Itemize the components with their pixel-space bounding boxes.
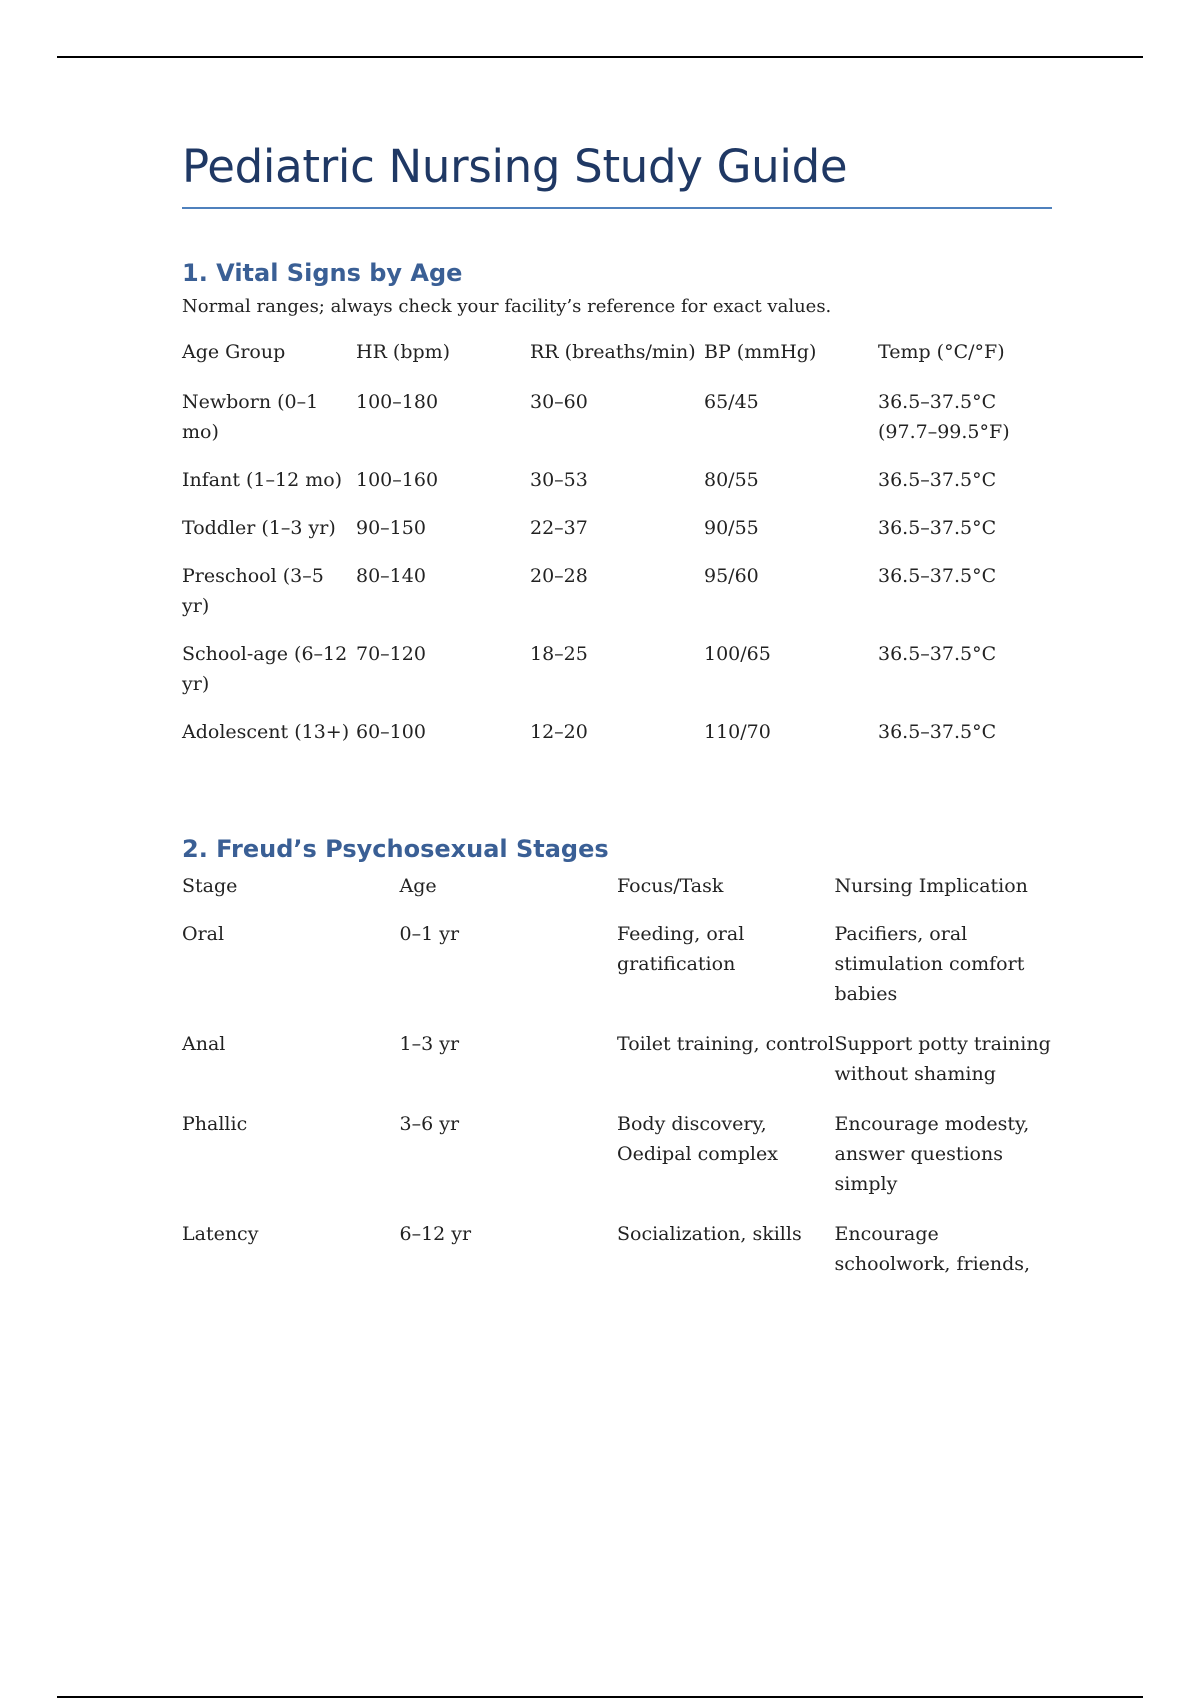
table-cell: School-age (6–12 yr) <box>182 643 348 695</box>
table-cell: 20–28 <box>530 565 588 587</box>
document-title: Pediatric Nursing Study Guide <box>182 140 1052 209</box>
table-cell: 0–1 yr <box>399 923 460 945</box>
table-row <box>182 1029 1052 1109</box>
table-cell: Encourage modesty, answer questions simply <box>834 1113 1030 1195</box>
table-cell: Newborn (0–1 mo) <box>182 391 319 443</box>
table-cell: Anal <box>182 1033 226 1055</box>
table-cell: 100/65 <box>704 643 771 665</box>
page-top-rule <box>57 56 1143 58</box>
table-row <box>182 561 1052 639</box>
table-row <box>182 387 1052 465</box>
section-heading-vital-signs: 1. Vital Signs by Age <box>182 259 463 287</box>
table-cell: 36.5–37.5°C <box>878 643 997 665</box>
table-cell: 110/70 <box>704 721 771 743</box>
psychosexual-stages-table <box>182 871 1052 1299</box>
table-cell: Support potty training without shaming <box>834 1033 1051 1085</box>
column-header: Age Group <box>182 341 286 363</box>
table-cell: 30–60 <box>530 391 588 413</box>
table-cell: 90/55 <box>704 517 759 539</box>
table-cell: 6–12 yr <box>399 1223 472 1245</box>
table-cell: Phallic <box>182 1113 248 1135</box>
table-cell: 95/60 <box>704 565 759 587</box>
table-cell: 36.5–37.5°C <box>878 517 997 539</box>
table-cell: Body discovery, Oedipal complex <box>617 1113 778 1165</box>
table-cell: Latency <box>182 1223 259 1245</box>
column-header: Nursing Implication <box>834 875 1028 897</box>
table-cell: Infant (1–12 mo) <box>182 469 343 491</box>
table-row <box>182 639 1052 717</box>
table-cell: Oral <box>182 923 225 945</box>
table-cell: Adolescent (13+) <box>182 721 350 743</box>
section-heading-psychosexual-stages: 2. Freud’s Psychosexual Stages <box>182 835 609 863</box>
table-row <box>182 919 1052 1029</box>
table-cell: 80/55 <box>704 469 759 491</box>
vital-signs-table <box>182 337 1052 765</box>
column-header: Temp (°C/°F) <box>878 341 1005 363</box>
table-cell: 100–180 <box>356 391 439 413</box>
table-cell: 60–100 <box>356 721 426 743</box>
table-cell: Socialization, skills <box>617 1223 802 1245</box>
table-cell: Feeding, oral gratification <box>617 923 745 975</box>
table-cell: 18–25 <box>530 643 588 665</box>
table-row <box>182 513 1052 561</box>
column-header: RR (breaths/min) <box>530 341 696 363</box>
table-cell: 36.5–37.5°C (97.7–99.5°F) <box>878 391 1010 443</box>
table-cell: 70–120 <box>356 643 426 665</box>
column-header: Focus/Task <box>617 875 724 897</box>
table-row <box>182 1219 1052 1299</box>
table-cell: 36.5–37.5°C <box>878 721 997 743</box>
table-cell: Preschool (3–5 yr) <box>182 565 324 617</box>
table-cell: Pacifiers, oral stimulation comfort babies <box>834 923 1025 1005</box>
table-row <box>182 1109 1052 1219</box>
document-body <box>182 140 1052 1299</box>
table-cell: 12–20 <box>530 721 588 743</box>
table-cell: 36.5–37.5°C <box>878 469 997 491</box>
table-cell: Toilet training, control <box>617 1033 835 1055</box>
table-cell: 22–37 <box>530 517 588 539</box>
table-header-row <box>182 337 1052 387</box>
table-row <box>182 465 1052 513</box>
table-cell: Toddler (1–3 yr) <box>182 517 336 539</box>
table-cell: 100–160 <box>356 469 439 491</box>
section-note-vital-signs: Normal ranges; always check your facility’s reference for exact values. <box>182 296 832 317</box>
column-header: HR (bpm) <box>356 341 451 363</box>
table-cell: 30–53 <box>530 469 588 491</box>
page-bottom-rule <box>57 1696 1143 1698</box>
table-row <box>182 717 1052 765</box>
column-header: Stage <box>182 875 238 897</box>
table-cell: 90–150 <box>356 517 426 539</box>
table-cell: Encourage schoolwork, friends, <box>834 1223 1031 1275</box>
column-header: BP (mmHg) <box>704 341 817 363</box>
column-header: Age <box>399 875 437 897</box>
table-cell: 3–6 yr <box>399 1113 460 1135</box>
table-cell: 80–140 <box>356 565 426 587</box>
table-cell: 65/45 <box>704 391 759 413</box>
table-cell: 36.5–37.5°C <box>878 565 997 587</box>
table-header-row <box>182 871 1052 919</box>
table-cell: 1–3 yr <box>399 1033 460 1055</box>
